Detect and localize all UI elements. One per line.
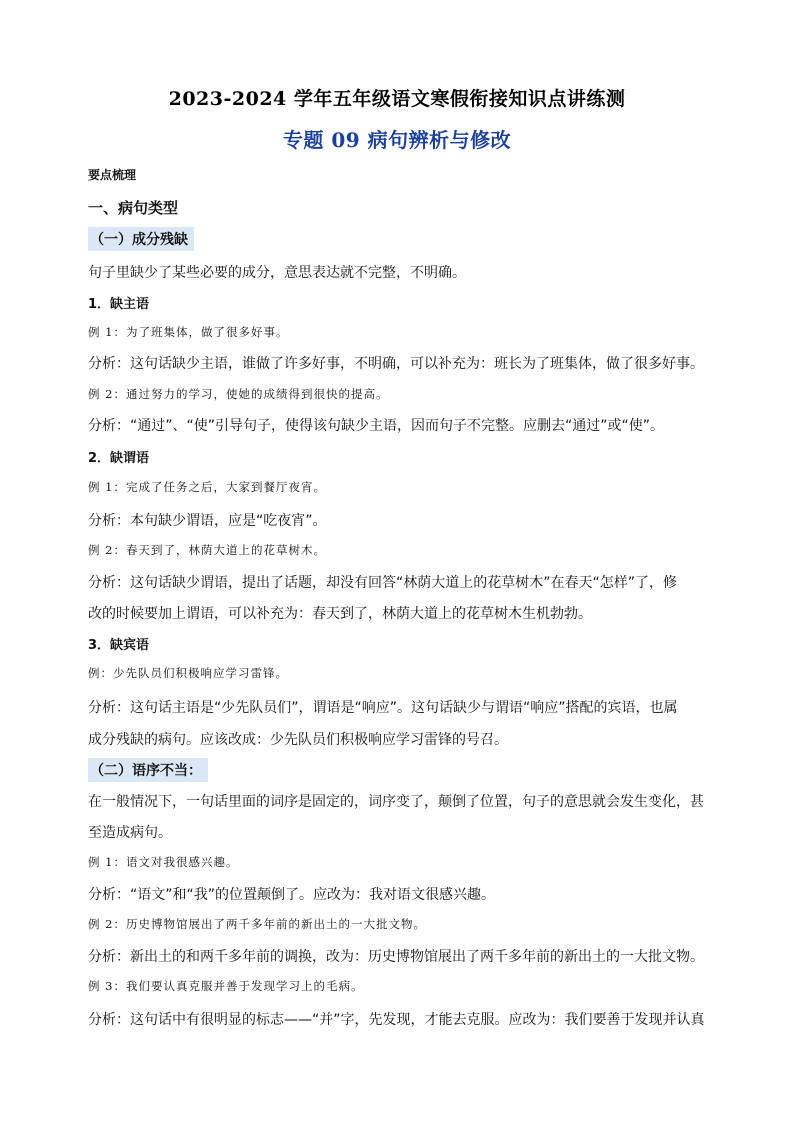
sub3-title: 3．缺宾语 xyxy=(88,638,150,653)
part2-analysis-2: 分析：新出土的和两千多年前的调换，改为：历史博物馆展出了两千多年前的新出土的一大批文物。 xyxy=(88,949,704,965)
part2-analysis-1: 分析：“语文”和“我”的位置颠倒了。应改为：我对语文很感兴趣。 xyxy=(88,887,496,903)
sub1-example-2: 例 2：通过努力的学习，使她的成绩得到很快的提高。 xyxy=(88,387,389,401)
sub3-analysis-b: 成分残缺的病句。应该改成：少先队员们积极响应学习雷锋的号召。 xyxy=(88,732,508,748)
sub1-title: 1．缺主语 xyxy=(88,297,150,312)
part2-analysis-3: 分析：这句话中有很明显的标志——“并”字，先发现，才能去克服。应改为：我们要善于发现并认真 xyxy=(88,1012,705,1028)
sub2-example-2: 例 2：春天到了，林荫大道上的花草树木。 xyxy=(88,543,326,557)
sub2-title: 2．缺谓语 xyxy=(88,451,150,466)
sub2-analysis-2b: 改的时候要加上谓语，可以补充为：春天到了，林荫大道上的花草树木生机勃勃。 xyxy=(88,606,592,622)
sub1-example-1: 例 1：为了班集体，做了很多好事。 xyxy=(88,325,289,339)
part2-example-3: 例 3：我们要认真克服并善于发现学习上的毛病。 xyxy=(88,979,364,993)
section-label: 要点梳理 xyxy=(88,168,137,182)
sub3-analysis-a: 分析：这句话主语是“少先队员们”，谓语是“响应”。这句话缺少与谓语“响应”搭配的宾语，也属 xyxy=(88,700,678,716)
sub1-analysis-1: 分析：这句话缺少主语，谁做了许多好事，不明确，可以补充为：班长为了班集体，做了很多好事。 xyxy=(88,356,704,372)
part2-description-b: 至造成病句。 xyxy=(88,825,172,841)
sub2-example-1: 例 1：完成了任务之后，大家到餐厅夜宵。 xyxy=(88,480,326,494)
part1-description: 句子里缺少了某些必要的成分，意思表达就不完整，不明确。 xyxy=(88,265,466,281)
sub2-analysis-2a: 分析：这句话缺少谓语，提出了话题，却没有回答“林荫大道上的花草树木”在春天“怎样”了，修 xyxy=(88,575,678,591)
heading-error-types: 一、病句类型 xyxy=(88,199,179,217)
part1-label: （一）成分残缺 xyxy=(88,227,194,251)
sub1-analysis-2: 分析：“通过”、“使”引导句子，使得该句缺少主语，因而句子不完整。应删去“通过”或“使”。 xyxy=(88,418,665,434)
part1-label-wrap xyxy=(88,227,708,251)
sub2-analysis-1: 分析：本句缺少谓语，应是“吃夜宵”。 xyxy=(88,513,327,529)
part2-description-a: 在一般情况下，一句话里面的词序是固定的，词序变了，颠倒了位置，句子的意思就会发生变化，甚 xyxy=(88,794,704,810)
topic-subtitle: 专题 09 病句辨析与修改 xyxy=(282,128,512,152)
part2-label: （二）语序不当： xyxy=(88,758,208,782)
sub3-example: 例：少先队员们积极响应学习雷锋。 xyxy=(88,666,288,680)
part2-example-1: 例 1：语文对我很感兴趣。 xyxy=(88,855,239,869)
part2-example-2: 例 2：历史博物馆展出了两千多年前的新出土的一大批文物。 xyxy=(88,917,426,931)
document-title: 2023-2024 学年五年级语文寒假衔接知识点讲练测 xyxy=(168,88,626,110)
part2-label-wrap xyxy=(88,758,708,782)
